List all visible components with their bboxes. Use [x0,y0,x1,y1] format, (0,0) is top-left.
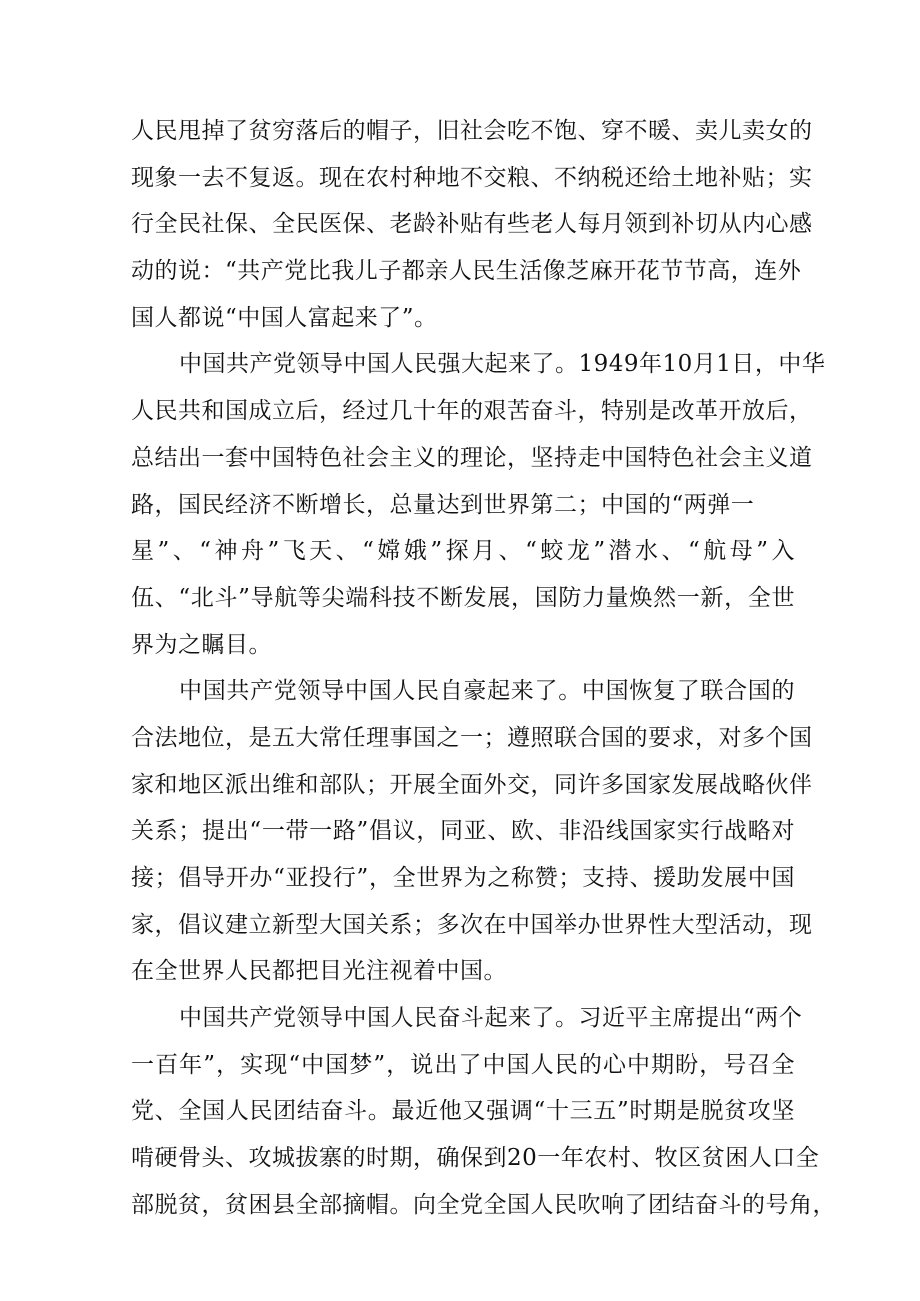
text-line: 伍、“北斗”导航等尖端科技不断发展，国防力量焕然一新，全世 [131,584,795,611]
text-line: 国人都说“中国人富起来了”。 [131,304,438,331]
paragraph [131,995,836,1228]
text-line: 合法地位，是五大常任理事国之一；遵照联合国的要求，对多个国 [131,724,813,751]
text-line: 星”、“神舟”飞天、“嫦娥”探月、“蛟龙”潜水、“航母”入 [131,538,795,565]
text-line: 中国共产党领导中国人民强大起来了。1949年10月1日，中华 [179,351,826,378]
text-line: 行全民社保、全民医保、老龄补贴有些老人每月领到补切从内心感 [131,211,813,238]
paragraph [131,341,826,668]
text-line: 家，倡议建立新型大国关系；多次在中国举办世界性大型活动，现 [131,911,813,938]
text-line: 现象一去不复返。现在农村种地不交粮、不纳税还给土地补贴；实 [131,164,813,191]
text-line: 接；倡导开办“亚投行”，全世界为之称赞；支持、援助发展中国 [131,865,795,891]
text-line: 啃硬骨头、攻城拔寨的时期，确保到20一年农村、牧区贫困人口全 [131,1145,820,1172]
text-line: 人民共和国成立后，经过几十年的艰苦奋斗，特别是改革开放后， [131,398,813,425]
text-line: 一百年”，实现“中国梦”，说出了中国人民的心中期盼，号召全 [131,1051,795,1078]
text-line: 党、全国人民团结奋斗。最近他又强调“十三五”时期是脱贫攻坚 [131,1098,795,1125]
paragraph [131,668,813,995]
text-line: 界为之瞩目。 [131,631,272,658]
text-line: 部脱贫，贫困县全部摘帽。向全党全国人民吹响了团结奋斗的号角， [131,1191,836,1218]
text-line: 家和地区派出维和部队；开展全面外交，同许多国家发展战略伙伴 [131,771,813,798]
text-line: 中国共产党领导中国人民自豪起来了。中国恢复了联合国的 [179,678,795,705]
text-line: 人民甩掉了贫穷落后的帽子，旧社会吃不饱、穿不暖、卖儿卖女的 [131,118,813,144]
text-line: 中国共产党领导中国人民奋斗起来了。习近平主席提出“两个 [179,1005,803,1032]
text-line: 在全世界人民都把目光注视着中国。 [131,958,507,985]
text-line: 动的说：“共产党比我儿子都亲人民生活像芝麻开花节节高，连外 [131,258,802,285]
text-line: 关系；提出“一带一路”倡议，同亚、欧、非沿线国家实行战略对 [131,818,795,845]
paragraph [131,108,813,341]
text-line: 路，国民经济不断增长，总量达到世界第二；中国的“两弹一 [131,491,755,518]
document-body [131,108,836,1229]
text-line: 总结出一套中国特色社会主义的理论，坚持走中国特色社会主义道 [131,444,813,471]
